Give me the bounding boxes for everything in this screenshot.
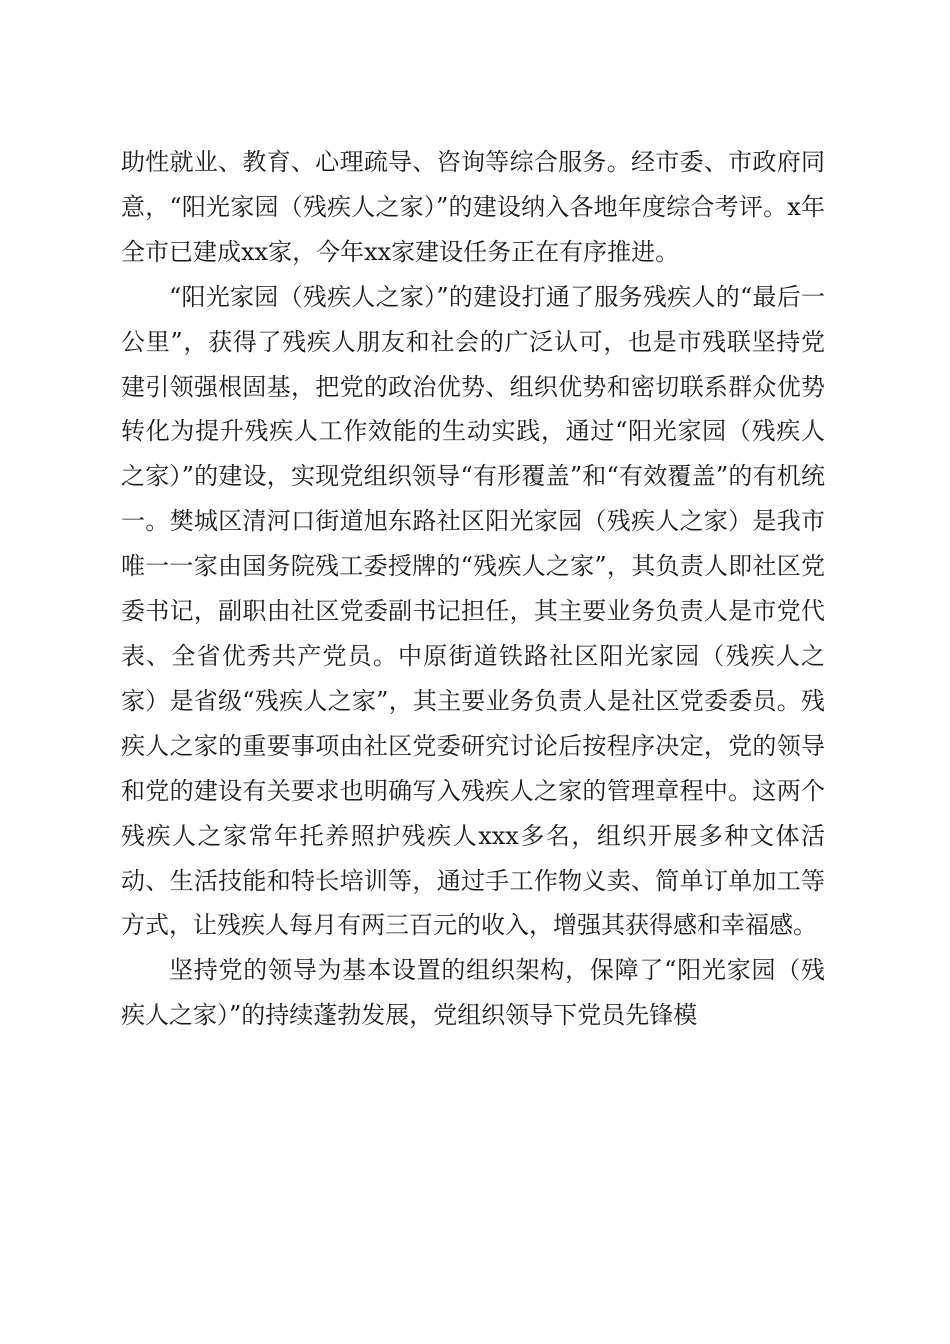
document-body xyxy=(121,140,825,1038)
paragraph-sunshine-home: “阳光家园（残疾人之家）”的建设打通了服务残疾人的“最后一公里”，获得了残疾人朋友和社会的广泛认可，也是市残联坚持党建引领强根固基，把党的政治优势、组织优势和密切联系群众优势转化为提升残疾人工作效能的生动实践，通过“阳光家园（残疾人之家）”的建设，实现党组织领导“有形覆盖”和“有效覆盖”的有机统一。樊城区清河口街道旭东路社区阳光家园（残疾人之家）是我市唯一一家由国务院残工委授牌的“残疾人之家”，其负责人即社区党委书记，副职由社区党委副书记担任，其主要业务负责人是市党代表、全省优秀共产党员。中原街道铁路社区阳光家园（残疾人之家）是省级“残疾人之家”，其主要业务负责人是社区党委委员。残疾人之家的重要事项由社区党委研究讨论后按程序决定，党的领导和党的建设有关要求也明确写入残疾人之家的管理章程中。这两个残疾人之家常年托养照护残疾人xxx多名，组织开展多种文体活动、生活技能和特长培训等，通过手工作物义卖、简单订单加工等方式，让残疾人每月有两三百元的收入，增强其获得感和幸福感。 xyxy=(121,282,825,940)
paragraph-continuation: 助性就业、教育、心理疏导、咨询等综合服务。经市委、市政府同意，“阳光家园（残疾人之家）”的建设纳入各地年度综合考评。x年全市已建成xx家，今年xx家建设任务正在有序推进。 xyxy=(121,148,825,266)
paragraph-party-leadership: 坚持党的领导为基本设置的组织架构，保障了“阳光家园（残疾人之家）”的持续蓬勃发展，党组织领导下党员先锋模 xyxy=(121,956,825,1030)
